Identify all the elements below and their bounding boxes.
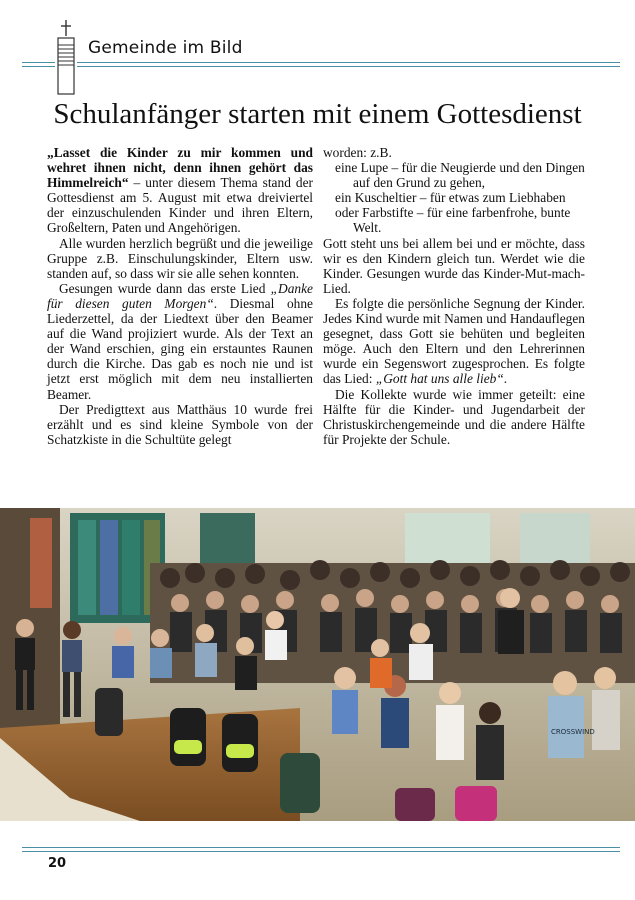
church-tower-logo-icon (55, 18, 77, 96)
list-item-kuscheltier: ein Kuscheltier – für etwas zum Liebhaben (335, 190, 566, 206)
list-item-lupe: eine Lupe – für die Neugierde und den Dingen auf den Grund zu gehen, (335, 160, 585, 191)
intro-text: – unter diesem Thema stand der Gottesdienst am 5. August mit etwa dreiviertel der einzuschulenden Kinder und ihren Eltern, Großeltern, Paten und Angehörigen. (47, 175, 313, 236)
text-column-left (47, 145, 313, 447)
section-title: Gemeinde im Bild (88, 38, 243, 58)
song-title-gott: „Gott hat uns alle lieb“ (375, 371, 504, 387)
footer-rule-bottom (22, 851, 620, 852)
header-rule-bottom (22, 66, 620, 67)
footer-rule-top (22, 847, 620, 848)
paragraph-greeting: Alle wurden herzlich begrüßt und die jeweilige Gruppe z.B. Einschulungskinder, Eltern usw. standen auf, so dass wir sie alle sehen konnten. (47, 235, 313, 281)
paragraph-collection: Die Kollekte wurde wie immer geteilt: eine Hälfte für die Kinder- und Jugendarbeit der Christuskirchengemeinde und die andere Hälfte für Projekte der Schule. (323, 386, 585, 447)
photo-illustration (0, 508, 635, 821)
article-headline: Schulanfänger starten mit einem Gottesdienst (53, 98, 582, 130)
paragraph-god: Gott steht uns bei allem bei und er möchte, dass wir es den Kindern gleich tun. Werdet wie die Kinder. Gesungen wurde das Kinder-Mut-mach-Lied. (323, 235, 585, 296)
paragraph-first-song (47, 281, 313, 402)
paragraph-sermon: Der Predigttext aus Matthäus 10 wurde frei erzählt und es sind kleine Symbole von der Schatzkiste in die Schultüte gelegt (47, 401, 313, 447)
paragraph-blessing (323, 296, 585, 387)
beamer-text: . Diesmal ohne Liederzettel, da der Liedtext über den Beamer auf die Wand projiziert wurde. Als der Text an der Wand erschien, ging ein erstauntes Raunen durch die Kirche. Das gab es noch nie und ist jetzt erst möglich mit dem neu installierten Beamer. (47, 295, 313, 402)
text-column-right (323, 145, 585, 447)
blessing-text: Es folgte die persönliche Segnung der Kinder. Jedes Kind wurde mit Namen und Handauflegen gesegnet, dass Gott sie behüten und begleiten möge. Auch den Eltern und den Lehrerinnen wurde ein Segenswort zugesprochen. Es folgte das Lied: (323, 295, 585, 387)
church-congregation-photo (0, 508, 635, 821)
song-intro-text: Gesungen wurde dann das erste Lied (59, 280, 271, 296)
page-number: 20 (48, 856, 67, 871)
bible-quote: „Lasset die Kinder zu mir kommen und wehret ihnen nicht, denn ihnen gehört das Himmelreich“ (47, 145, 313, 191)
list-item-farbstifte: oder Farbstifte – für eine farbenfrohe, bunte Welt. (335, 205, 571, 236)
shirt-lettering: CROSSWIND (551, 728, 595, 736)
paragraph-intro (47, 145, 313, 236)
blessing-end: . (503, 371, 508, 387)
header-rule-top (22, 62, 620, 63)
paragraph-continued: worden: z.B. (323, 145, 392, 160)
song-title-danke: „Danke für diesen guten Morgen“ (47, 280, 313, 311)
